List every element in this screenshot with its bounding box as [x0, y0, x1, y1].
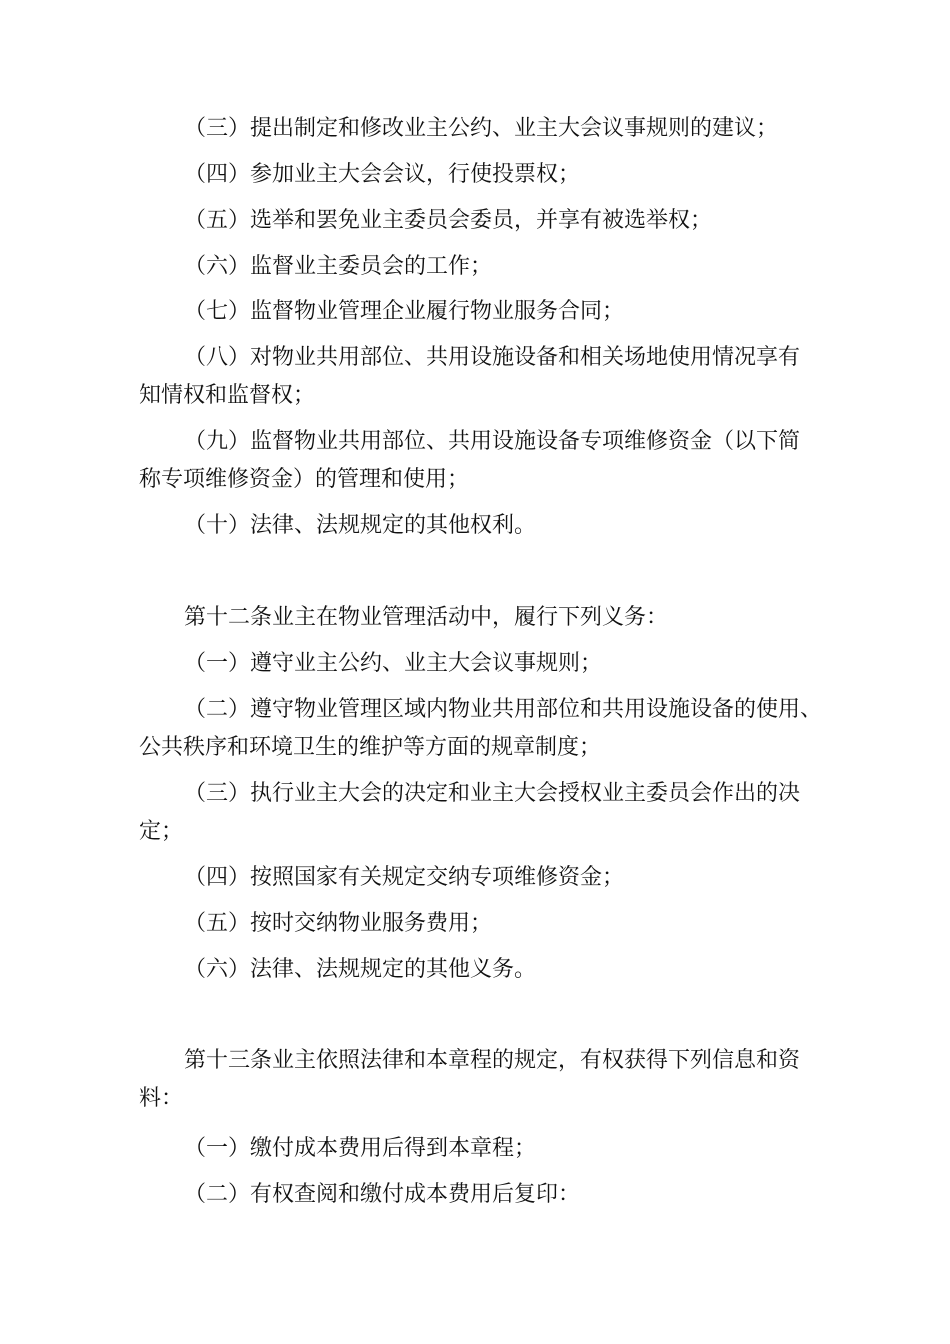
- right-item-7: （七）监督物业管理企业履行物业服务合同；: [184, 299, 625, 324]
- article-12-item-3-cont: 定；: [139, 819, 184, 844]
- right-item-8: （八）对物业共用部位、共用设施设备和相关场地使用情况享有: [184, 345, 801, 370]
- article-13-heading-cont: 料：: [139, 1086, 184, 1111]
- right-item-3: （三）提出制定和修改业主公约、业主大会议事规则的建议；: [184, 116, 779, 141]
- article-12-item-5: （五）按时交纳物业服务费用；: [184, 911, 493, 936]
- article-12-item-2: （二）遵守物业管理区域内物业共用部位和共用设施设备的使用、: [184, 697, 823, 722]
- article-12-item-1: （一）遵守业主公约、业主大会议事规则；: [184, 651, 603, 676]
- article-12-item-6: （六）法律、法规规定的其他义务。: [184, 957, 537, 982]
- right-item-10: （十）法律、法规规定的其他权利。: [184, 513, 537, 538]
- article-12-item-2-cont: 公共秩序和环境卫生的维护等方面的规章制度；: [139, 735, 602, 760]
- article-13-item-1: （一）缴付成本费用后得到本章程；: [184, 1136, 537, 1161]
- right-item-8-cont: 知情权和监督权；: [139, 383, 316, 408]
- right-item-9: （九）监督物业共用部位、共用设施设备专项维修资金（以下简: [184, 429, 801, 454]
- right-item-5: （五）选举和罢免业主委员会委员，并享有被选举权；: [184, 208, 713, 233]
- right-item-4: （四）参加业主大会会议，行使投票权；: [184, 162, 581, 187]
- right-item-6: （六）监督业主委员会的工作；: [184, 254, 493, 279]
- article-13-heading: 第十三条业主依照法律和本章程的规定，有权获得下列信息和资: [184, 1048, 801, 1073]
- article-12-item-3: （三）执行业主大会的决定和业主大会授权业主委员会作出的决: [184, 781, 801, 806]
- article-12-heading: 第十二条业主在物业管理活动中，履行下列义务：: [184, 605, 669, 630]
- right-item-9-cont: 称专项维修资金）的管理和使用；: [139, 467, 470, 492]
- article-12-item-4: （四）按照国家有关规定交纳专项维修资金；: [184, 865, 625, 890]
- article-13-item-2: （二）有权查阅和缴付成本费用后复印：: [184, 1182, 581, 1207]
